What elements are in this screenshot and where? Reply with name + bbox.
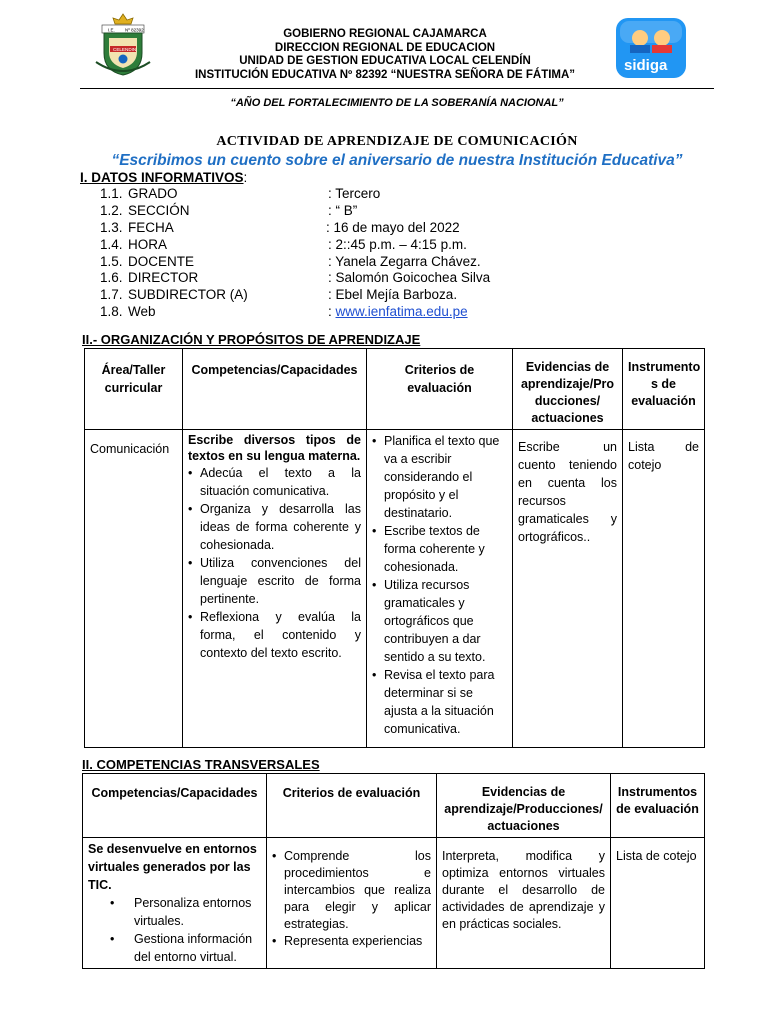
info-row-director: 1.6. DIRECTOR: [100, 270, 199, 285]
info-row-docente: 1.5. DOCENTE: [100, 254, 195, 269]
col-header-criterios: Criterios de evaluación: [267, 774, 437, 838]
header-line: INSTITUCIÓN EDUCATIVA Nº 82392 “NUESTRA SEÑORA DE FÁTIMA”: [194, 68, 576, 81]
list-item: • Utiliza recursos gramaticales y ortográficos que contribuyen a dar sentido a su texto.: [372, 576, 507, 666]
list-item: • Reflexiona y evalúa la forma, el contenido y contexto del texto escrito.: [188, 608, 361, 662]
criterios-list: [372, 432, 507, 738]
col-header-competencias: Competencias/Capacidades: [83, 774, 267, 838]
area-cell: Comunicación: [85, 430, 183, 748]
list-item: • Gestiona información del entorno virtual.: [88, 930, 261, 966]
transversales-table: [82, 773, 705, 969]
info-row-hora: 1.4. HORA: [100, 237, 168, 252]
organizacion-table: [84, 348, 705, 748]
info-value-fecha: : 16 de mayo del 2022: [326, 220, 460, 235]
col-header-evidencias: Evidencias de aprendizaje/Producciones/ actuaciones: [437, 774, 611, 838]
competencia-title: Se desenvuelve en entornos virtuales generados por las TIC.: [88, 842, 257, 892]
svg-text:sidiga: sidiga: [624, 57, 668, 74]
list-item: • Adecúa el texto a la situación comunicativa.: [188, 464, 361, 500]
list-item: • Representa experiencias: [272, 933, 431, 950]
competencias-cell: [183, 430, 367, 748]
list-item: • Organiza y desarrolla las ideas de forma coherente y cohesionada.: [188, 500, 361, 554]
datos-heading: I. DATOS INFORMATIVOS:: [80, 170, 248, 185]
info-value-hora: : 2::45 p.m. – 4:15 p.m.: [328, 237, 467, 252]
info-row-grado: 1.1. GRADO: [100, 186, 178, 201]
activity-subtitle: “Escribimos un cuento sobre el aniversario de nuestra Institución Educativa”: [111, 152, 683, 169]
activity-title: ACTIVIDAD DE APRENDIZAJE DE COMUNICACIÓN: [216, 134, 578, 149]
col-header-competencias: Competencias/Capacidades: [183, 349, 367, 430]
info-value-grado: : Tercero: [328, 186, 381, 201]
header-divider: [80, 88, 714, 89]
svg-text:Nº 82392: Nº 82392: [125, 27, 144, 33]
transversales-heading: II. COMPETENCIAS TRANSVERSALES: [82, 757, 320, 772]
info-value-seccion: : “ B”: [328, 203, 358, 218]
svg-text:CELENDIN: CELENDIN: [113, 46, 137, 52]
svg-text:I.E.: I.E.: [108, 27, 115, 33]
info-value-director: : Salomón Goicochea Silva: [328, 270, 491, 285]
evidencia-cell: Interpreta, modifica y optimiza entornos virtuales durante el desarrollo de actividades de aprendizaje y en prácticas sociales.: [437, 838, 611, 969]
institution-header: [150, 28, 620, 82]
col-header-criterios: Criterios de evaluación: [367, 349, 513, 430]
school-crest-logo: [92, 12, 154, 78]
competencias-cell: [83, 838, 267, 969]
website-link[interactable]: www.ienfatima.edu.pe: [335, 304, 468, 319]
instrumento-cell: Lista de cotejo: [611, 838, 705, 969]
organizacion-heading: II.- ORGANIZACIÓN Y PROPÓSITOS DE APRENDIZAJE: [82, 332, 421, 347]
evidencia-cell: Escribe un cuento teniendo en cuenta los recursos gramaticales y ortográficos..: [513, 430, 623, 748]
criterios-cell: [367, 430, 513, 748]
header-line: GOBIERNO REGIONAL CAJAMARCA: [283, 28, 487, 40]
year-motto: “AÑO DEL FORTALECIMIENTO DE LA SOBERANÍA NACIONAL”: [230, 97, 564, 109]
list-item: • Personaliza entornos virtuales.: [88, 894, 261, 930]
capacidades-list: [88, 894, 261, 966]
header-line: UNIDAD DE GESTION EDUCATIVA LOCAL CELENDÍN: [239, 55, 531, 67]
list-item: • Escribe textos de forma coherente y cohesionada.: [372, 522, 507, 576]
list-item: • Utiliza convenciones del lenguaje escrito de forma pertinente.: [188, 554, 361, 608]
list-item: • Planifica el texto que va a escribir considerando el propósito y el destinatario.: [372, 432, 507, 522]
criterios-list: [272, 848, 431, 950]
info-row-seccion: 1.2. SECCIÓN: [100, 203, 190, 218]
capacidades-list: [188, 464, 361, 662]
sidiga-logo: [612, 16, 690, 80]
list-item: • Revisa el texto para determinar si se ajusta a la situación comunicativa.: [372, 666, 507, 738]
info-value-web: : www.ienfatima.edu.pe: [328, 304, 468, 319]
instrumento-cell: Lista de cotejo: [623, 430, 705, 748]
info-value-subdirector: : Ebel Mejía Barboza.: [328, 287, 458, 302]
info-row-fecha: 1.3. FECHA: [100, 220, 174, 235]
list-item: • Comprende los procedimientos e intercambios que realiza para elegir y aplicar estrategias.: [272, 848, 431, 933]
competencia-title: Escribe diversos tipos de textos en su lengua materna.: [188, 433, 361, 463]
header-line: DIRECCION REGIONAL DE EDUCACION: [274, 41, 496, 54]
info-row-web: 1.8. Web: [100, 304, 156, 319]
info-row-subdirector: 1.7. SUBDIRECTOR (A): [100, 287, 248, 302]
col-header-instrumentos: Instrumentos de evaluación: [611, 774, 705, 838]
col-header-instrumentos: Instrumento s de evaluación: [623, 349, 705, 430]
info-value-docente: : Yanela Zegarra Chávez.: [328, 254, 481, 269]
criterios-cell: [267, 838, 437, 969]
col-header-area: Área/Taller curricular: [85, 349, 183, 430]
col-header-evidencias: Evidencias de aprendizaje/Pro ducciones/ actuaciones: [513, 349, 623, 430]
